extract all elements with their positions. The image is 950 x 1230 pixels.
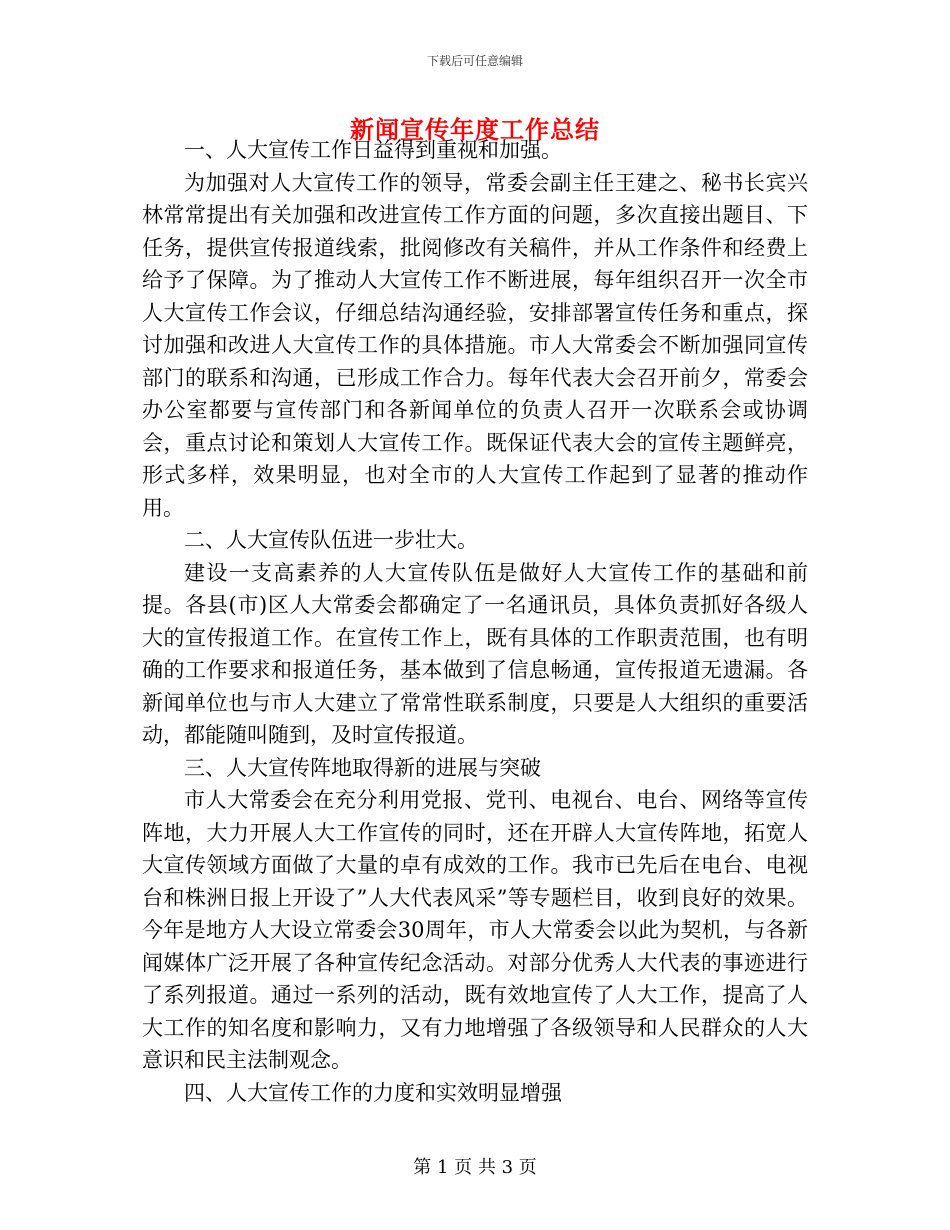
page-number: 第 1 页 共 3 页 bbox=[413, 1157, 537, 1178]
section-heading-4: 四、人大宣传工作的力度和实效明显增强 bbox=[184, 1080, 562, 1105]
document-body bbox=[142, 134, 808, 1109]
document-title: 新闻宣传年度工作总结 bbox=[350, 115, 600, 144]
paragraph-1: 为加强对人大宣传工作的领导，常委会副主任王建之、秘书长宾兴林常常提出有关加强和改进宣传工作方面的问题，多次直接出题目、下任务，提供宣传报道线索，批阅修改有关稿件，并从工作条件和经费上给予了保障。为了推动人大宣传工作不断进展，每年组织召开一次全市人大宣传工作会议，仔细总结沟通经验，安排部署宣传任务和重点，探讨加强和改进人大宣传工作的具体措施。市人大常委会不断加强同宣传部门的联系和沟通，已形成工作合力。每年代表大会召开前夕，常委会办公室都要与宣传部门和各新闻单位的负责人召开一次联系会或协调会，重点讨论和策划人大宣传工作。既保证代表大会的宣传主题鲜亮，形式多样，效果明显，也对全市的人大宣传工作起到了显著的推动作用。 bbox=[142, 170, 808, 520]
section-heading-3: 三、人大宣传阵地取得新的进展与突破 bbox=[184, 755, 541, 780]
section-heading-1: 一、人大宣传工作日益得到重视和加强。 bbox=[184, 138, 562, 162]
header-note: 下载后可任意编辑 bbox=[426, 54, 523, 68]
section-heading-2: 二、人大宣传队伍进一步壮大。 bbox=[184, 528, 478, 552]
paragraph-2: 建设一支高素养的人大宣传队伍是做好人大宣传工作的基础和前提。各县(市)区人大常委会都确定了一名通讯员，具体负责抓好各级人大的宣传报道工作。在宣传工作上，既有具体的工作职责范围，也有明确的工作要求和报道任务，基本做到了信息畅通，宣传报道无遗漏。各新闻单位也与市人大建立了常常性联系制度，只要是人大组织的重要活动，都能随叫随到，及时宣传报道。 bbox=[142, 560, 808, 747]
paragraph-3: 市人大常委会在充分利用党报、党刊、电视台、电台、网络等宣传阵地，大力开展人大工作宣传的同时，还在开辟人大宣传阵地，拓宽人大宣传领域方面做了大量的卓有成效的工作。我市已先后在电台、电视台和株洲日报上开设了”人大代表风采”等专题栏目，收到良好的效果。今年是地方人大设立常委会30周年，市人大常委会以此为契机，与各新闻媒体广泛开展了各种宣传纪念活动。对部分优秀人大代表的事迹进行了系列报道。通过一系列的活动，既有效地宣传了人大工作，提高了人大工作的知名度和影响力，又有力地增强了各级领导和人民群众的人大意识和民主法制观念。 bbox=[142, 788, 808, 1072]
